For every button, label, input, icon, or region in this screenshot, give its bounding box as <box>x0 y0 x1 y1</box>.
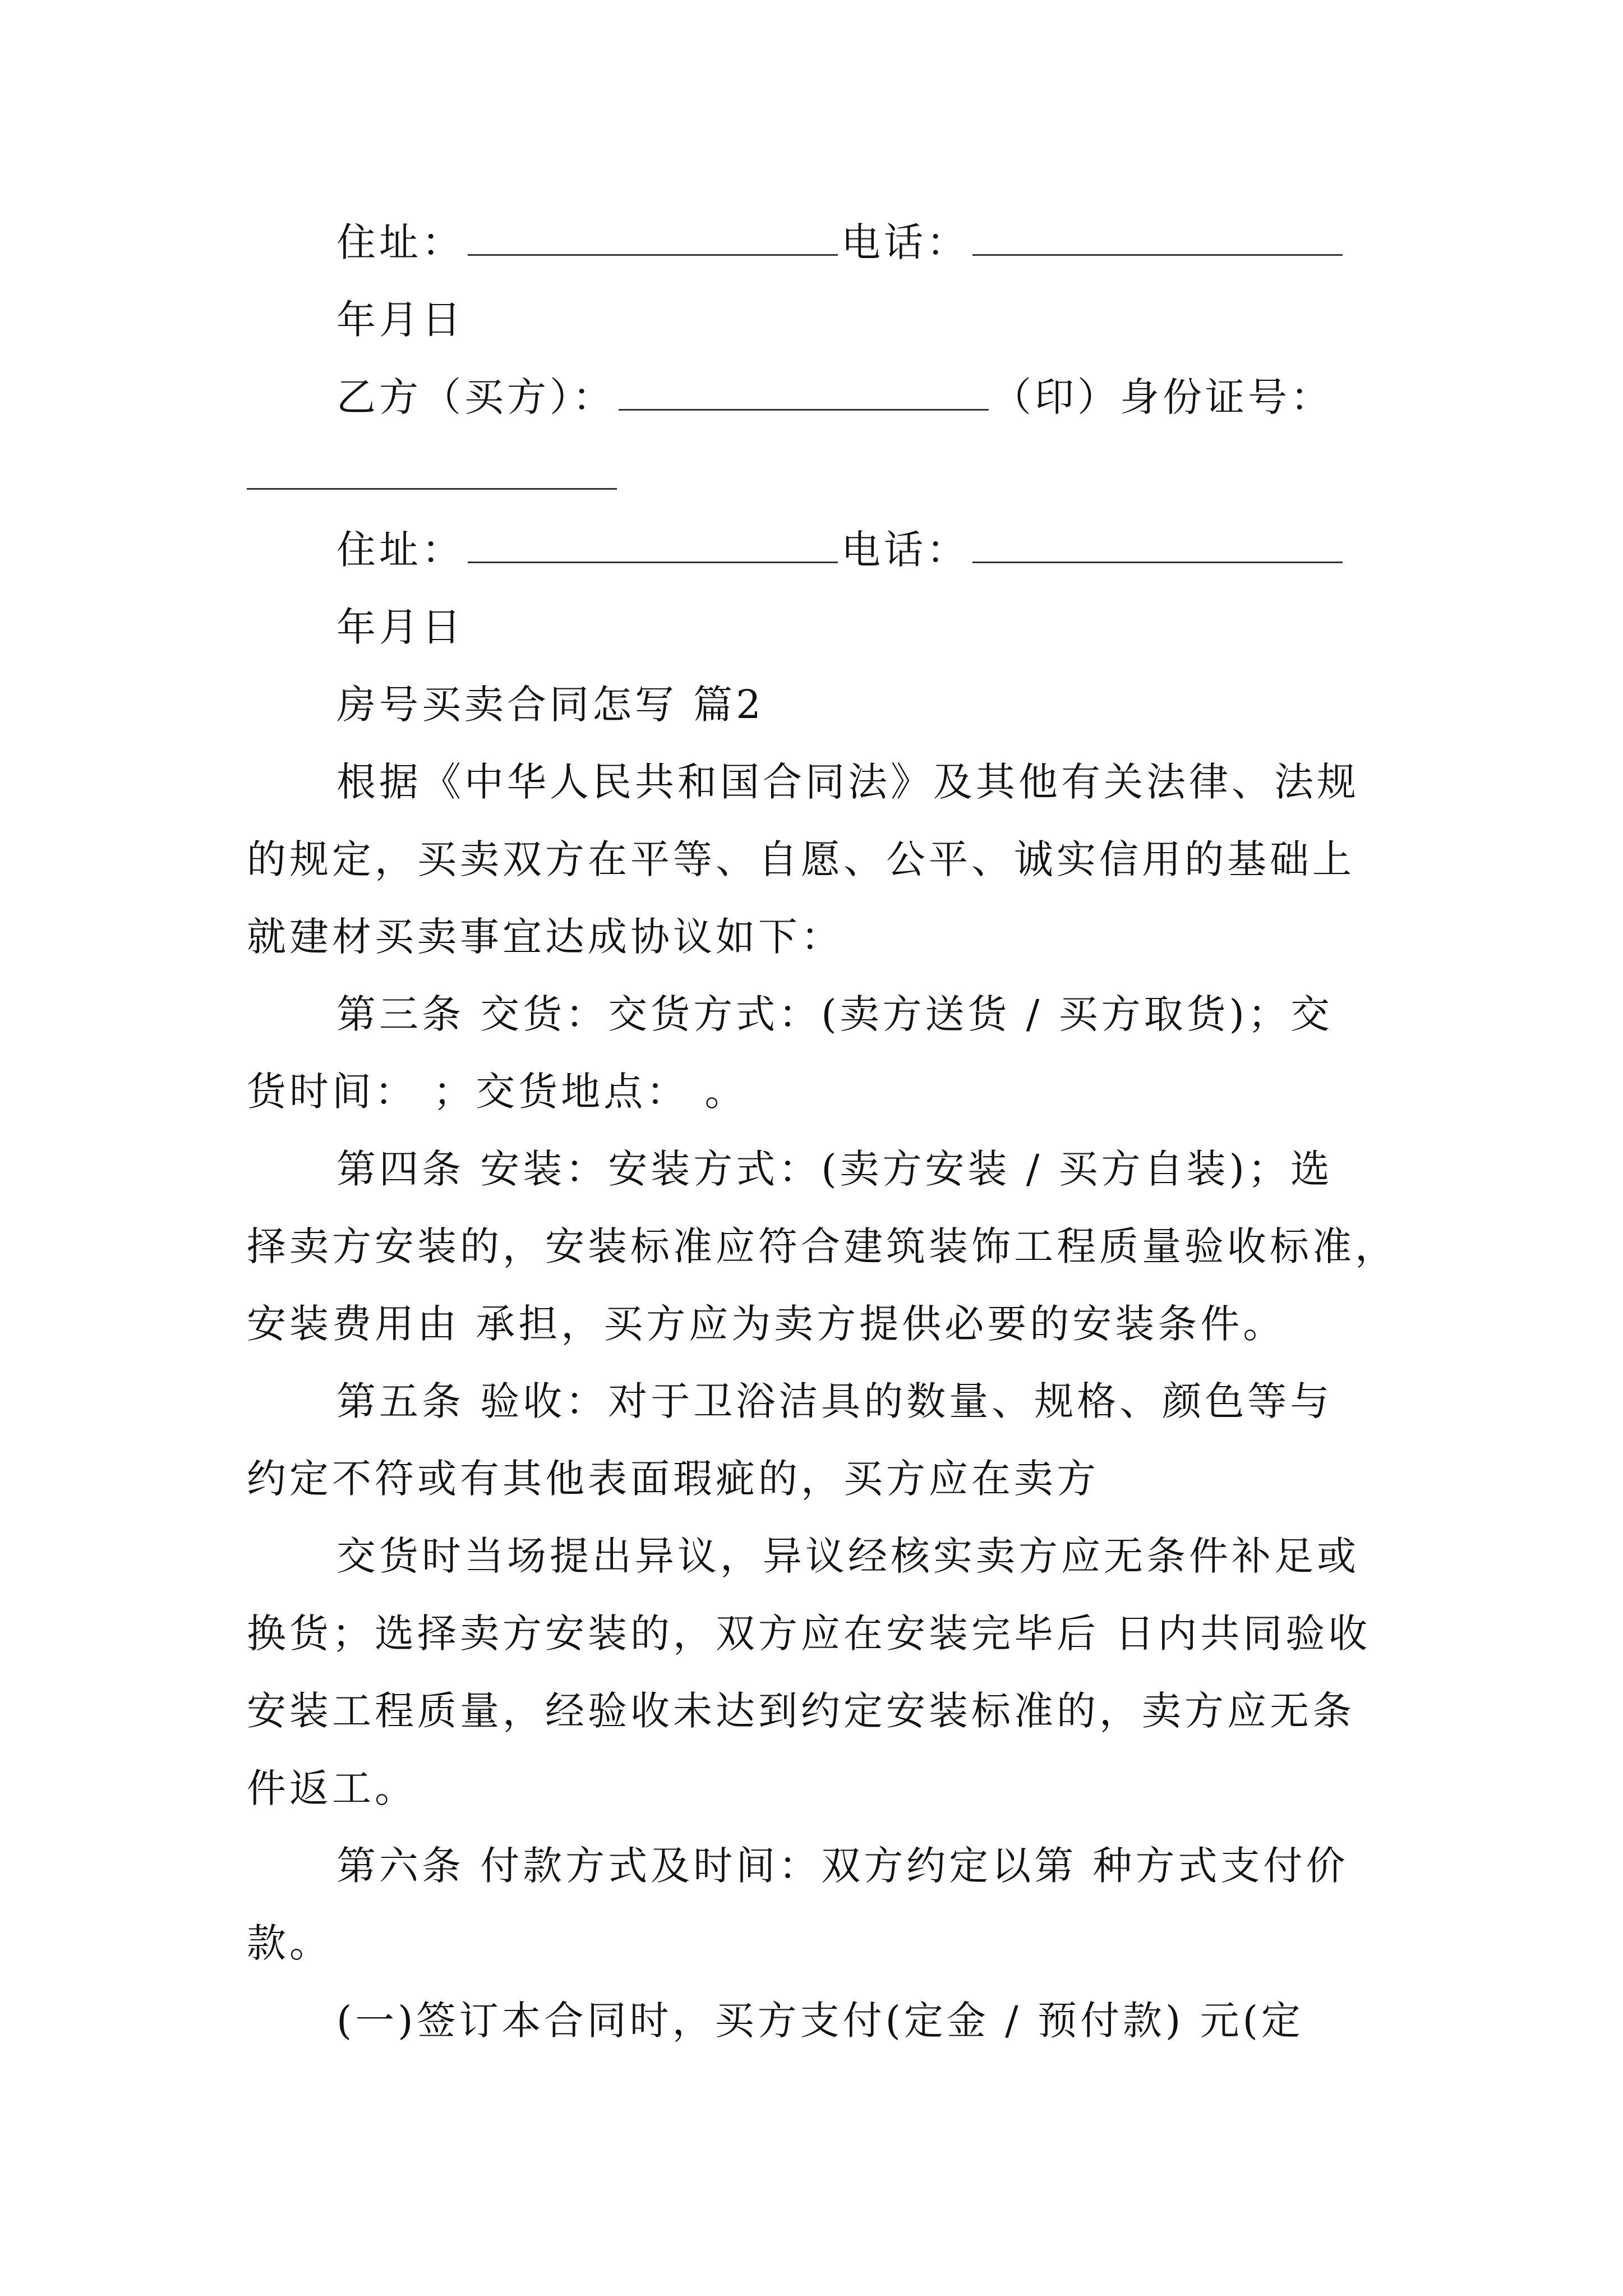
address-label: 住址： <box>336 219 464 265</box>
article-4-line: 安装费用由 承担，买方应为卖方提供必要的安装条件。 <box>247 1301 1286 1347</box>
article-4-line: 第四条 安装：安装方式：(卖方安装 / 买方自装)；选 <box>336 1146 1333 1192</box>
address-label: 住址： <box>336 527 464 573</box>
paragraph-line: 安装工程质量，经验收未达到约定安装标准的，卖方应无条 <box>247 1688 1355 1734</box>
date-line-2: 年月日 <box>336 604 464 650</box>
article-3-line: 货时间： ；交货地点： 。 <box>247 1069 748 1115</box>
article-4-line: 择卖方安装的，安装标准应符合建筑装饰工程质量验收标准， <box>247 1223 1398 1269</box>
address-blank <box>468 522 838 563</box>
paragraph-line: 的规定，买卖双方在平等、自愿、公平、诚实信用的基础上 <box>247 836 1355 882</box>
section-heading: 房号买卖合同怎写 篇2 <box>336 682 764 728</box>
line-party-b <box>336 369 1481 425</box>
phone-blank <box>972 522 1343 563</box>
article-3-line: 第三条 交货：交货方式：(卖方送货 / 买方取货)；交 <box>336 991 1333 1037</box>
date-line-1: 年月日 <box>336 297 464 343</box>
paragraph-line: 交货时当场提出异议，异议经核实卖方应无条件补足或 <box>336 1533 1359 1579</box>
article-6-line: 款。 <box>247 1920 332 1966</box>
paragraph-line: 就建材买卖事宜达成协议如下： <box>247 914 843 960</box>
address-blank <box>468 215 838 256</box>
party-b-blank <box>619 370 989 411</box>
phone-label: 电话： <box>841 219 969 265</box>
party-b-label: 乙方（买方）： <box>336 374 615 420</box>
phone-blank <box>972 215 1343 256</box>
paragraph-line: 换货；选择卖方安装的，双方应在安装完毕后 日内共同验收 <box>247 1611 1371 1657</box>
seal-id-label: （印）身份证号： <box>992 374 1333 420</box>
clause-1-line: (一)签订本合同时，买方支付(定金 / 预付款) 元(定 <box>336 1998 1304 2044</box>
line-address-phone-1 <box>336 214 1481 270</box>
article-6-line: 第六条 付款方式及时间：双方约定以第 种方式支付价 <box>336 1843 1349 1889</box>
article-5-line: 第五条 验收：对于卫浴洁具的数量、规格、颜色等与 <box>336 1378 1333 1424</box>
line-address-phone-2 <box>336 522 1481 578</box>
id-number-blank <box>247 488 617 490</box>
article-5-line: 约定不符或有其他表面瑕疵的，买方应在卖方 <box>247 1456 1099 1502</box>
phone-label: 电话： <box>841 527 969 573</box>
paragraph-line: 件返工。 <box>247 1765 417 1811</box>
paragraph-line: 根据《中华人民共和国合同法》及其他有关法律、法规 <box>336 759 1359 805</box>
